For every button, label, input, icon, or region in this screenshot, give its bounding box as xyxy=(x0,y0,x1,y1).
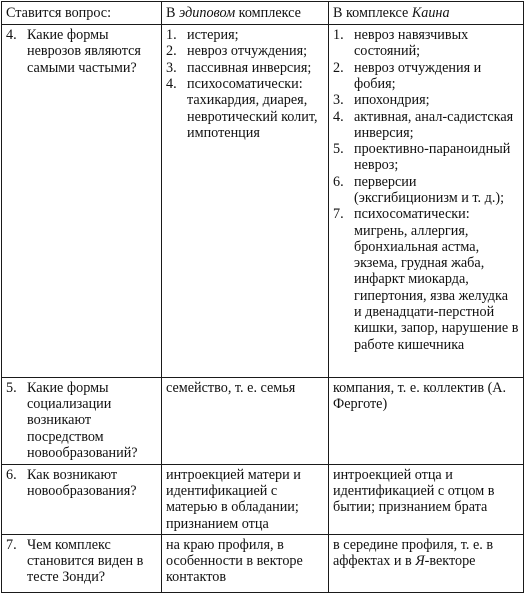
oedipus-neurosis-list xyxy=(166,27,324,141)
cain-answer-prefix: в середине профиля, т. е. в аффектах и в xyxy=(333,536,494,570)
oedipus-answer: интроекцией матери и идентификацией с матерью в обладании; признанием отца xyxy=(166,466,301,532)
list-item xyxy=(333,92,519,108)
list-item xyxy=(333,206,519,353)
oedipus-cell xyxy=(162,377,329,464)
oedipus-cell xyxy=(162,534,329,592)
list-item xyxy=(333,60,519,93)
cain-cell xyxy=(329,25,524,378)
list-item-text: проективно-параноидный невроз; xyxy=(354,141,511,174)
cain-cell xyxy=(329,534,524,592)
question-text: Как возникают новообразования? xyxy=(27,466,137,500)
cain-answer-suffix: -векторе xyxy=(424,553,476,570)
cain-cell xyxy=(329,377,524,464)
table-row xyxy=(2,464,524,534)
header-oedipus xyxy=(162,2,329,25)
list-item-text: психосоматически: тахикардия, диарея, невротический колит, импотенция xyxy=(187,75,318,141)
header-cain-italic: Каина xyxy=(411,5,450,21)
oedipus-cell xyxy=(162,464,329,534)
list-item-number: 3. xyxy=(333,92,344,109)
list-item-text: перверсии (эксгибиционизм и т. д.); xyxy=(354,173,505,206)
header-cain xyxy=(329,2,524,25)
list-item-number: 4. xyxy=(166,75,177,92)
header-oedipus-italic: эдиповом xyxy=(179,5,236,21)
question-number: 5. xyxy=(6,379,17,396)
question-cell xyxy=(2,464,162,534)
list-item-text: невроз отчуждения и фобия; xyxy=(354,59,482,92)
list-item xyxy=(333,141,519,174)
table-row xyxy=(2,534,524,592)
list-item xyxy=(333,109,519,142)
list-item-text: невроз навязчивых состояний; xyxy=(354,27,469,60)
oedipus-answer: на краю профиля, в особенности в векторе контактов xyxy=(166,536,303,586)
header-question-label: Ставится вопрос: xyxy=(6,5,112,21)
list-item-text: истерия; xyxy=(187,27,239,44)
question-number: 7. xyxy=(6,536,17,553)
header-question xyxy=(2,2,162,25)
list-item-number: 1. xyxy=(166,27,177,44)
list-item-number: 1. xyxy=(333,27,344,44)
list-item-number: 7. xyxy=(333,206,344,223)
header-cain-prefix: В комплексе xyxy=(333,5,412,21)
list-item-text: невроз отчуждения; xyxy=(187,43,308,60)
question-number: 4. xyxy=(6,27,17,44)
list-item-number: 2. xyxy=(166,43,177,60)
question-text: Какие формы неврозов являются самыми частыми? xyxy=(27,27,141,76)
comparison-table xyxy=(1,1,524,593)
list-item xyxy=(333,27,519,60)
list-item-number: 5. xyxy=(333,141,344,158)
cain-neurosis-list xyxy=(333,27,519,353)
list-item-text: ипохондрия; xyxy=(354,92,430,109)
oedipus-cell xyxy=(162,25,329,378)
list-item xyxy=(333,174,519,207)
list-item-number: 4. xyxy=(333,108,344,125)
list-item xyxy=(166,43,324,59)
list-item-text: пассивная инверсия; xyxy=(187,59,312,76)
header-oedipus-suffix: комплексе xyxy=(235,5,301,21)
question-text: Чем комплекс становится виден в тесте Зонди? xyxy=(27,536,144,586)
list-item-text: психосоматически: мигрень, аллергия, бронхиальная астма, экзема, грудная жаба, инфаркт миокарда, гипертония, язва желудка и двенадцати-перстной кишки, запор, нарушение в работе кишечника xyxy=(354,206,519,353)
cain-answer: интроекцией отца и идентификацией с отцом в бытии; признанием брата xyxy=(333,466,495,516)
cain-answer-italic: Я xyxy=(415,553,425,570)
question-text: Какие формы социализации возникают посредством новообразований? xyxy=(27,379,138,461)
question-number: 6. xyxy=(6,466,17,483)
list-item-text: активная, анал-садистская инверсия; xyxy=(354,108,514,141)
cain-answer: компания, т. е. коллектив (А. Ферготе) xyxy=(333,379,507,412)
question-cell xyxy=(2,25,162,378)
header-row xyxy=(2,2,524,25)
list-item xyxy=(166,27,324,43)
list-item xyxy=(166,60,324,76)
list-item-number: 2. xyxy=(333,59,344,76)
table-row xyxy=(2,25,524,378)
list-item-number: 3. xyxy=(166,59,177,76)
question-cell xyxy=(2,377,162,464)
table-row xyxy=(2,377,524,464)
list-item xyxy=(166,76,324,141)
question-cell xyxy=(2,534,162,592)
header-oedipus-prefix: В xyxy=(166,5,180,21)
cain-cell xyxy=(329,464,524,534)
list-item-number: 6. xyxy=(333,173,344,190)
oedipus-answer: семейство, т. е. семья xyxy=(166,379,296,396)
